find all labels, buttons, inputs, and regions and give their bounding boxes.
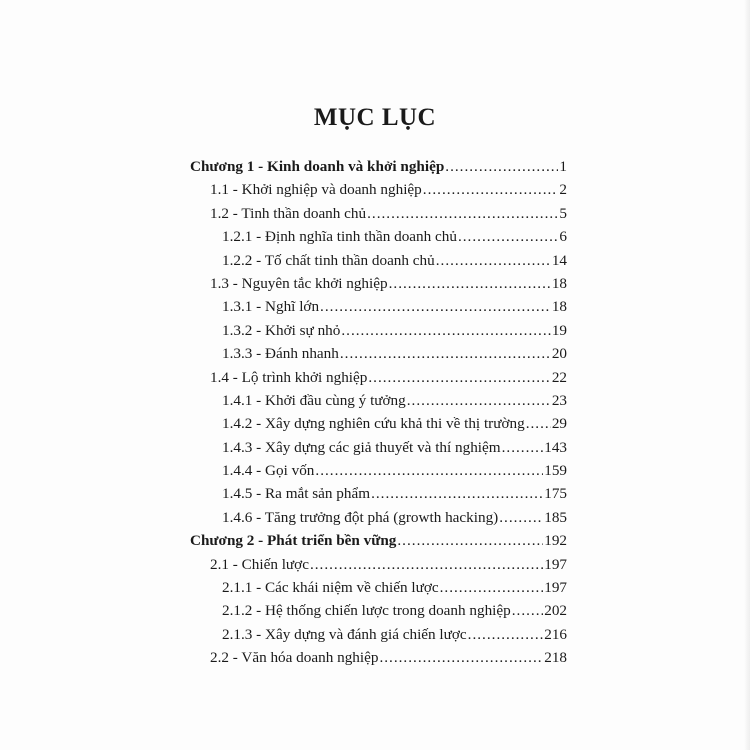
toc-entry-page: 5 [559,204,567,222]
toc-entry-page: 23 [551,391,567,409]
toc-entry [190,205,567,228]
dot-leader [440,579,544,597]
toc-chapter-entry [190,158,567,181]
dot-leader [371,485,543,503]
dot-leader [341,322,550,340]
toc-entry-label: 2.1.2 - Hệ thống chiến lược trong doanh nghiệp [222,602,511,620]
page-title: MỤC LỤC [313,104,437,131]
toc-entry-label: 2.1.3 - Xây dựng và đánh giá chiến lược [222,625,467,643]
toc-entry-page: 18 [551,274,567,292]
toc-entry-label: 1.4.1 - Khởi đầu cùng ý tưởng [222,391,406,409]
toc-entry-label: Chương 2 - Phát triển bền vững [190,532,397,550]
toc-entry-label: 1.1 - Khởi nghiệp và doanh nghiệp [210,181,422,199]
toc-entry [190,556,567,579]
toc-entry-page: 1 [559,158,567,175]
dot-leader [379,649,543,667]
toc-entry-page: 22 [551,368,567,386]
dot-leader [368,369,550,387]
toc-entry [190,345,567,368]
toc-entry-page: 14 [551,251,567,269]
toc-entry [190,228,567,251]
toc-entry-page: 6 [559,228,567,246]
toc-entry-page: 143 [544,438,567,456]
toc-entry-page: 216 [544,625,567,643]
toc-entry [190,369,567,392]
dot-leader [389,275,551,293]
toc-entry [190,439,567,462]
toc-entry-page: 197 [544,555,567,573]
toc-entry-page: 175 [544,485,567,503]
dot-leader [310,556,543,574]
toc-entry [190,462,567,485]
toc-entry-page: 19 [551,321,567,339]
toc-entry [190,275,567,298]
toc-entry-page: 192 [544,532,567,550]
dot-leader [468,626,544,644]
toc-entry-label: 1.4.4 - Gọi vốn [222,462,315,480]
dot-leader [512,602,543,620]
dot-leader [315,462,543,480]
toc-entry-label: 2.2 - Văn hóa doanh nghiệp [210,649,379,667]
toc-entry-label: 1.4.3 - Xây dựng các giả thuyết và thí nghiệm [222,438,501,456]
dot-leader [499,509,543,527]
toc-entry-page: 18 [551,298,567,316]
toc-entry [190,298,567,321]
toc-entry-label: 1.3.2 - Khởi sự nhỏ [222,321,341,339]
dot-leader [397,532,543,550]
toc-entry-label: 1.3 - Nguyên tắc khởi nghiệp [210,274,388,292]
toc-entry [190,602,567,625]
toc-entry [190,181,567,204]
toc-entry-label: 1.4 - Lộ trình khởi nghiệp [210,368,368,386]
toc-chapter-entry [190,532,567,555]
dot-leader [320,298,551,316]
dot-leader [458,228,558,246]
toc-entry-page: 185 [544,508,567,526]
dot-leader [526,415,551,433]
toc-entry [190,322,567,345]
toc-entry-page: 159 [544,462,567,480]
dot-leader [436,252,551,270]
toc-entry-page: 202 [544,602,567,620]
toc-entry-label: 1.2.1 - Định nghĩa tinh thần doanh chủ [222,228,457,246]
toc-entry [190,579,567,602]
dot-leader [367,205,558,223]
toc-entry-label: 2.1.1 - Các khái niệm về chiến lược [222,579,439,597]
toc-entry-label: 1.3.1 - Nghĩ lớn [222,298,320,316]
dot-leader [445,158,558,176]
toc-entry [190,415,567,438]
toc-entry-page: 29 [551,415,567,433]
toc-entry-label: 1.2.2 - Tố chất tinh thần doanh chủ [222,251,435,269]
toc-entry [190,626,567,649]
toc-entry [190,392,567,415]
toc-entry-label: 1.4.6 - Tăng trưởng đột phá (growth hacking) [222,508,499,526]
page-edge [744,0,750,750]
dot-leader [423,181,559,199]
dot-leader [407,392,551,410]
toc-entry-label: 1.3.3 - Đánh nhanh [222,345,339,363]
toc-entry-label: 1.2 - Tinh thần doanh chủ [210,204,367,222]
toc-entry-label: 1.4.5 - Ra mắt sản phẩm [222,485,371,503]
dot-leader [502,439,544,457]
toc-entry [190,649,567,672]
toc-entry-page: 2 [559,181,567,199]
toc-entry-label: 2.1 - Chiến lược [210,555,309,573]
toc-entry [190,509,567,532]
toc-entry [190,485,567,508]
toc-entry-page: 218 [544,649,567,667]
toc-entry-page: 197 [544,579,567,597]
toc-entry [190,252,567,275]
toc-entry-page: 20 [551,345,567,363]
toc-entry-label: Chương 1 - Kinh doanh và khởi nghiệp [190,158,445,175]
toc-entry-label: 1.4.2 - Xây dựng nghiên cứu khả thi về thị trường [222,415,525,433]
dot-leader [340,345,551,363]
table-of-contents [190,158,567,673]
